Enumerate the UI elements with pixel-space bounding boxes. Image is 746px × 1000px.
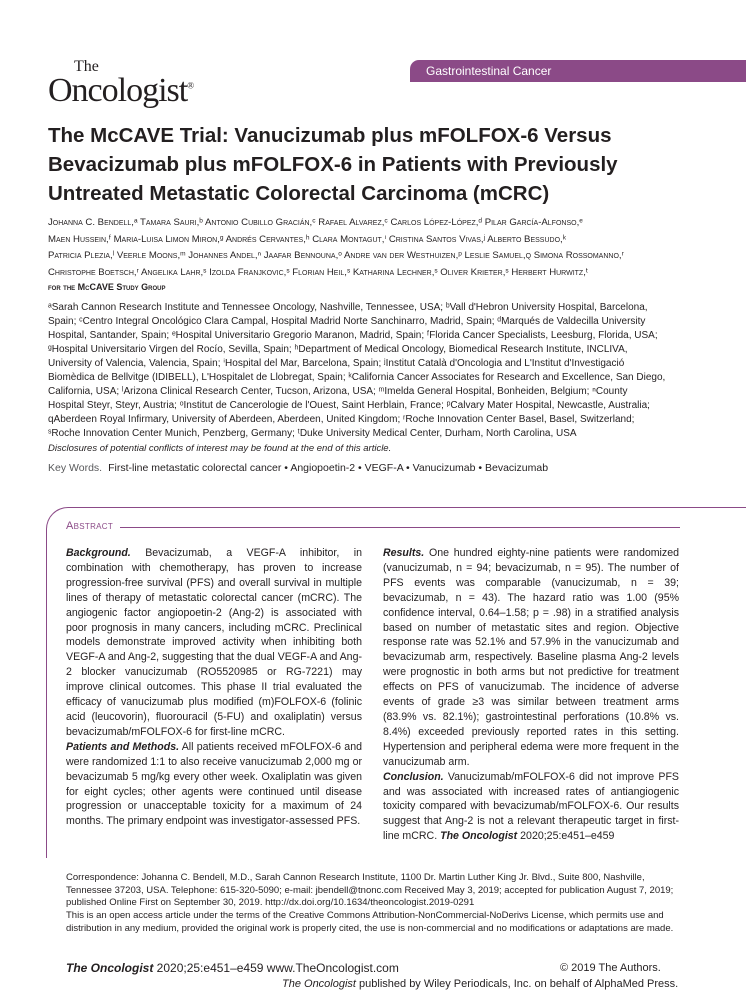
article-title: The McCAVE Trial: Vanucizumab plus mFOLFOX-6 Versus Bevacizumab plus mFOLFOX-6 in Patients with Previously Untreated Metastatic Colorectal Carcinoma (mCRC) xyxy=(48,124,618,205)
abstract-methods xyxy=(66,740,362,829)
affiliation-line: University of Valencia, Valencia, Spain; ⁱHospital del Mar, Barcelona, Spain; ʲInstitut Català d'Oncologia and L'Institut d'Investigació xyxy=(48,358,625,369)
methods-heading: Patients and Methods. xyxy=(66,740,180,753)
affiliation-line: ᵃSarah Cannon Research Institute and Tennessee Oncology, Nashville, Tennessee, USA; ᵇVall d'Hebron University Hospital, Barcelona, xyxy=(48,302,648,313)
keywords-label: Key Words. xyxy=(48,462,103,474)
abstract-heading: Abstract xyxy=(66,520,119,532)
study-group: for the McCAVE Study Group xyxy=(48,282,166,292)
author-line: Johanna C. Bendell,ᵃ Tamara Sauri,ᵇ Antonio Cubillo Gracián,ᶜ Rafael Alvarez,ᶜ Carlos López-López,ᵈ Pilar García-Alfonso,ᵉ xyxy=(48,217,583,228)
abstract-divider xyxy=(120,527,680,528)
affiliation-line: Hospital, Santander, Spain; ᵉHospital Universitario Gregorio Maranon, Madrid, Spain; ᶠFlorida Cancer Specialists, Leesburg, Florida, USA; xyxy=(48,330,658,341)
footer-journal: The Oncologist xyxy=(66,961,154,975)
author-line: Patricia Plezia,ˡ Veerle Moons,ᵐ Johannes Andel,ⁿ Jaafar Bennouna,ᵒ Andre van der Westhuizen,ᵖ Leslie Samuel,q Simona Rossomanno,ʳ xyxy=(48,250,624,261)
keywords-text: First-line metastatic colorectal cancer • Angiopoetin-2 • VEGF-A • Vanucizumab • Bevacizumab xyxy=(108,462,549,474)
background-text: Bevacizumab, a VEGF-A inhibitor, in combination with chemotherapy, has proven to increase progression-free survival (PFS) and overall survival in multiple lines of therapy of metastatic colorectal cancer (mCRC). The angiogenic factor angiopoetin-2 (Ang-2) is associated with poor prognosis in many cancers, including mCRC. Preclinical models demonstrate improved activity when inhibiting both VEGF-A and Ang-2, suggesting that the dual VEGF-A and Ang-2 blocker vanucizumab (RO5520985 or RG-7221) may improve clinical outcomes. This phase II trial evaluated the efficacy of vanucizumab plus modified (m)FOLFOX-6 (folinic acid (leucovorin), fluorouracil (5-FU) and oxaliplatin) versus bevacizumab/mFOLFOX-6 for first-line mCRC. xyxy=(66,547,362,738)
author-line: Maen Hussein,ᶠ Maria-Luisa Limon Miron,ᵍ Andrés Cervantes,ʰ Clara Montagut,ⁱ Cristina Santos Vivas,ʲ Alberto Bessudo,ᵏ xyxy=(48,233,566,245)
license-note: This is an open access article under the terms of the Creative Commons Attribution-NonCommercial-NoDerivs License, which permits use and distribution in any medium, provided the original work is properly cited, the use is non-commercial and no modifications or adaptations are made. xyxy=(66,910,674,934)
abstract-right-column xyxy=(383,546,679,844)
affiliations xyxy=(48,301,688,441)
results-heading: Results. xyxy=(383,547,425,559)
conclusion-text: Vanucizumab/mFOLFOX-6 did not improve PFS and was associated with increased rates of antiangiogenic toxicity compared with bevacizumab/mFOLFOX-6. Our results suggest that Ang-2 is not a relevant therapeutic target in first-line mCRC. xyxy=(383,770,679,843)
logo-registered-mark: ® xyxy=(187,80,194,91)
affiliation-line: Biomèdica de Bellvitge (IDIBELL), L'Hospitalet de Llobregat, Spain; ᵏCalifornia Cancer Associates for Research and Excellence, San Diego, xyxy=(48,372,666,383)
journal-logo xyxy=(48,58,194,112)
background-heading: Background. xyxy=(66,547,131,559)
footer-publisher-text: published by Wiley Periodicals, Inc. on behalf of AlphaMed Press. xyxy=(355,978,679,990)
author-line: Christophe Boetsch,ʳ Angelika Lahr,ˢ Izolda Franjkovic,ˢ Florian Heil,ˢ Katharina Lechner,ˢ Oliver Krieter,ˢ Herbert Hurwitz,ᵗ xyxy=(48,266,588,278)
affiliation-line: California, USA; ˡArizona Clinical Research Center, Tucson, Arizona, USA; ᵐImelda General Hospital, Bonheiden, Belgium; ⁿCounty xyxy=(48,386,628,397)
abstract-background xyxy=(66,546,362,740)
citation-journal: The Oncologist xyxy=(440,830,518,843)
affiliation-line: qAberdeen Royal Infirmary, University of Aberdeen, Aberdeen, United Kingdom; ʳRoche Innovation Center Basel, Basel, Switzerland; xyxy=(48,414,635,425)
abstract-conclusion xyxy=(383,770,679,845)
citation-text: 2020;25:e451–e459 xyxy=(517,830,615,843)
footer-citation-text: 2020;25:e451–e459 www.TheOncologist.com xyxy=(153,961,399,975)
conclusion-heading: Conclusion. xyxy=(383,770,444,783)
footer-publisher xyxy=(282,978,678,990)
logo-small-text: The xyxy=(74,58,99,75)
disclosure-note: Disclosures of potential conflicts of interest may be found at the end of this article. xyxy=(48,443,392,454)
logo-name-text: Oncologist xyxy=(48,72,188,109)
footer-publisher-journal: The Oncologist xyxy=(282,978,356,990)
section-tab: Gastrointestinal Cancer xyxy=(410,60,746,82)
abstract-left-column xyxy=(66,546,362,829)
keywords xyxy=(48,462,548,474)
footer-copyright: © 2019 The Authors. xyxy=(560,962,661,974)
affiliation-line: Hospital Steyr, Steyr, Austria; ᵒInstitut de Cancerologie de l'Ouest, Saint Herblain, France; ᵖCalvary Mater Hospital, Newcastle, Australia; xyxy=(48,400,650,411)
methods-text: All patients received mFOLFOX-6 and were randomized 1:1 to also receive vanucizumab 2,000 mg or bevacizumab 5 mg/kg every other week. Oxaliplatin was given for eight cycles; other agents were continued until disease progression or unacceptable toxicity for a maximum of 24 months. The primary endpoint was investigator-assessed PFS. xyxy=(66,740,362,828)
logo-name xyxy=(48,72,193,110)
affiliation-line: Spain; ᶜCentro Integral Oncológico Clara Campal, Hospital Madrid Norte Sanchinarro, Madrid, Spain; ᵈMarqués de Valdecilla University xyxy=(48,316,646,327)
results-text: One hundred eighty-nine patients were randomized (vanucizumab, n = 94; bevacizumab, n = 95). The number of PFS events was comparable (vanucizumab, n = 39; bevacizumab, n = 43). The hazard ratio was 1.00 (95% confidence interval, 0.64–1.58; p = .98) in a stratified analysis based on number of metastatic sites and region. Objective response rate was 52.1% and 57.9% in the vanucizumab and bevacizumab arm, respectively. Baseline plasma Ang-2 levels were prognostic in both arms but not predictive for treatment effects on PFS of vanucizumab. The incidence of adverse events of grade ≥3 was similar between treatment arms (83.9% vs. 82.1%); gastrointestinal perforations (10.8% vs. 8.4%) exceeded previously reported rates in this setting. Hypertension and peripheral edema were more frequent in the vanucizumab arm. xyxy=(383,547,679,768)
abstract-results xyxy=(383,546,679,770)
correspondence-note: Correspondence: Johanna C. Bendell, M.D., Sarah Cannon Research Institute, 1100 Dr. Martin Luther King Jr. Blvd., Suite 800, Nashville, Tennessee 37203, USA. Telephone: 615-320-5090; e-mail: jbendell@tnonc.com Received May 3, 2019; accepted for publication August 7, 2019; published Online First on September 30, 2019. http://dx.doi.org/10.1634/theoncologist.2019-0291 xyxy=(66,872,674,909)
affiliation-line: ˢRoche Innovation Center Munich, Penzberg, Germany; ᵗDuke University Medical Center, Durham, North Carolina, USA xyxy=(48,428,577,439)
author-list xyxy=(48,215,688,294)
footer-citation xyxy=(66,961,399,975)
affiliation-line: ᵍHospital Universitario Virgen del Rocío, Sevilla, Spain; ʰDepartment of Medical Oncology, Biomedical Research Institute, INCLIVA, xyxy=(48,344,628,355)
